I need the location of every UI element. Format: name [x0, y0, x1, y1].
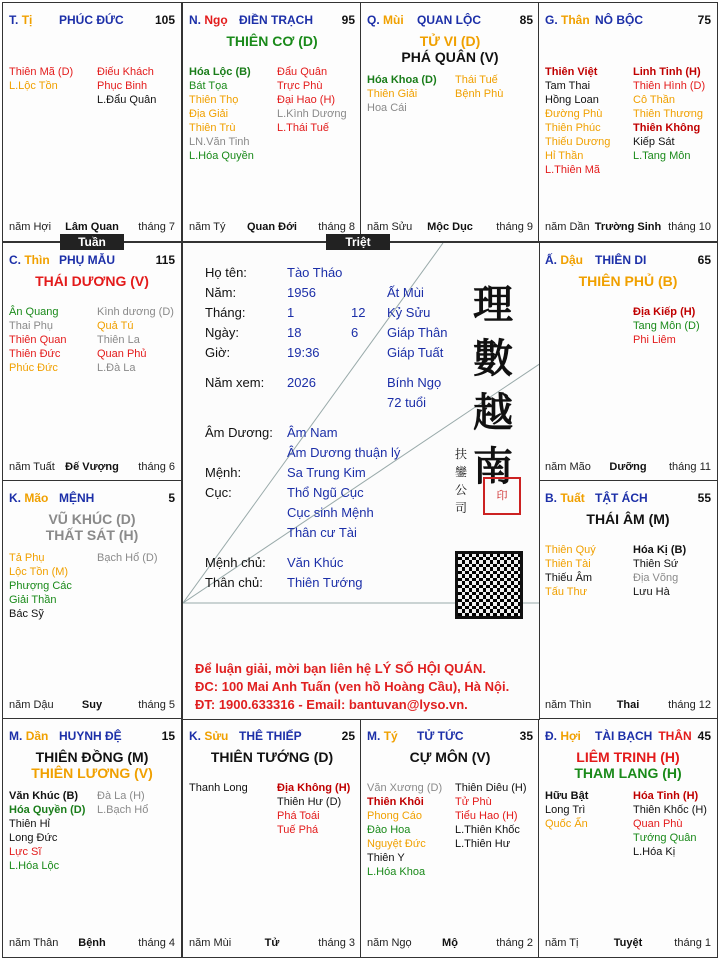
- minor-star: Cô Thần: [633, 94, 675, 106]
- triet-tag: Triệt: [326, 234, 390, 250]
- palace-header: [545, 253, 711, 269]
- palace-header: [545, 729, 711, 745]
- palace-branch: Đ. Hợi: [545, 729, 581, 743]
- palace-name: HUYNH ĐỆ: [59, 729, 122, 743]
- am-duong-label: Âm Dương:: [205, 425, 273, 440]
- palace-tat-ach: [538, 480, 718, 720]
- minor-star: Trực Phù: [277, 80, 323, 92]
- palace-name: PHỤ MẪU: [59, 253, 115, 267]
- minor-star: Ân Quang: [9, 306, 59, 318]
- info-can-chi: Giáp Thân: [387, 325, 448, 340]
- minor-star: Thiên Trù: [189, 122, 236, 134]
- palace-branch: K. Sửu: [189, 729, 229, 743]
- minor-star: Bạch Hổ (D): [97, 552, 158, 564]
- minor-star: Long Trì: [545, 804, 586, 816]
- cuc-label: Cục:: [205, 485, 232, 500]
- info-label: Giờ:: [205, 345, 231, 360]
- menh-chu-value: Văn Khúc: [287, 555, 344, 570]
- palace-month: tháng 7: [138, 221, 175, 233]
- minor-stars-left: [9, 551, 72, 621]
- menh-label: Mệnh:: [205, 465, 242, 480]
- palace-huynh-de: [2, 718, 182, 958]
- minor-stars-right: [97, 789, 148, 817]
- palace-month: tháng 3: [318, 937, 355, 949]
- minor-star: Thiên Tài: [545, 558, 591, 570]
- am-duong-note: Âm Dương thuận lý: [287, 445, 401, 460]
- minor-star: Hồng Loan: [545, 94, 599, 106]
- minor-star: Thiếu Âm: [545, 572, 593, 584]
- minor-star: Thiên Hư (D): [277, 796, 342, 808]
- minor-star: Linh Tinh (H): [633, 66, 701, 78]
- palace-year: năm Thìn: [545, 699, 592, 711]
- palace-branch: M. Dần: [9, 729, 49, 743]
- minor-star: Phong Cáo: [367, 810, 423, 822]
- palace-footer: [545, 461, 711, 475]
- major-star: LIÊM TRINH (H): [576, 749, 680, 765]
- palace-menh: [2, 480, 182, 720]
- minor-star: Văn Khúc (B): [9, 790, 79, 802]
- minor-star: L.Thiên Mã: [545, 164, 601, 176]
- minor-star: Kình dương (D): [97, 306, 174, 318]
- info-lunar-value: 12: [351, 305, 366, 320]
- palace-year: năm Tý: [189, 221, 226, 233]
- minor-star: Hoa Cái: [367, 102, 407, 114]
- calligraphy-char-3: 越: [473, 389, 513, 436]
- minor-star: Hữu Bật: [545, 790, 589, 802]
- minor-star: Bác Sỹ: [9, 608, 44, 620]
- palace-the-thiep: [182, 718, 362, 958]
- minor-star: Thiên Hình (D): [633, 80, 706, 92]
- palace-footer: [9, 937, 175, 951]
- palace-month: tháng 8: [318, 221, 355, 233]
- than-chu-label: Thân chủ:: [205, 575, 263, 590]
- minor-stars-right: [633, 305, 700, 347]
- minor-star: Tiểu Hao (H): [455, 810, 518, 822]
- minor-star: Phi Liêm: [633, 334, 676, 346]
- minor-star: Thiên Khôi: [367, 796, 424, 808]
- minor-star: Địa Kiếp (H): [633, 306, 696, 318]
- palace-phase: Trường Sinh: [594, 221, 662, 233]
- palace-phase: Dưỡng: [609, 461, 647, 473]
- minor-star: L.Đà La: [97, 362, 136, 374]
- palace-month: tháng 9: [496, 221, 533, 233]
- minor-star: LN.Văn Tinh: [189, 136, 250, 148]
- palace-phase: Lâm Quan: [65, 221, 119, 233]
- minor-star: Thái Tuế: [455, 74, 498, 86]
- minor-star: Hóa Tinh (H): [633, 790, 699, 802]
- major-star: CỰ MÔN (V): [409, 749, 491, 765]
- palace-thien-di: [538, 242, 718, 482]
- minor-star: L.Đẩu Quân: [97, 94, 157, 106]
- minor-star: Thiên Sứ: [633, 558, 679, 570]
- center-panel: [182, 242, 540, 720]
- palace-no-boc: [538, 2, 718, 242]
- minor-star: Hóa Lộc (B): [189, 66, 251, 78]
- palace-month: tháng 4: [138, 937, 175, 949]
- info-label: Năm:: [205, 285, 237, 300]
- palace-header: [9, 13, 175, 29]
- palace-number: 45: [697, 729, 711, 743]
- minor-star: Phượng Các: [9, 580, 72, 592]
- palace-footer: [545, 221, 711, 235]
- minor-stars-left: [545, 789, 588, 831]
- palace-number: 15: [161, 729, 175, 743]
- palace-branch: Q. Mùi: [367, 13, 404, 27]
- palace-year: năm Mùi: [189, 937, 232, 949]
- palace-number: 35: [519, 729, 533, 743]
- palace-branch: T. Tị: [9, 13, 33, 27]
- palace-footer: [545, 937, 711, 951]
- info-label: Tháng:: [205, 305, 246, 320]
- minor-star: Nguyệt Đức: [367, 838, 426, 850]
- minor-star: L.Hóa Quyền: [189, 150, 254, 162]
- minor-star: Thiên Việt: [545, 66, 598, 78]
- minor-stars-right: [455, 73, 503, 101]
- minor-star: L.Kình Dương: [277, 108, 347, 120]
- info-value: 19:36: [287, 345, 320, 360]
- minor-star: Tam Thai: [545, 80, 591, 92]
- palace-month: tháng 1: [674, 937, 711, 949]
- major-star: THÁI DƯƠNG (V): [35, 273, 149, 289]
- minor-star: Hóa Quyền (D): [9, 804, 86, 816]
- minor-star: Thiên Diêu (H): [455, 782, 527, 794]
- palace-year: năm Ngọ: [367, 937, 412, 949]
- minor-star: L.Hóa Khoa: [367, 866, 426, 878]
- palace-phase: Thai: [616, 699, 640, 711]
- palace-tai-bach: [538, 718, 718, 958]
- minor-star: Tử Phù: [455, 796, 492, 808]
- minor-star: Đường Phù: [545, 108, 603, 120]
- palace-phase: Đế Vượng: [65, 461, 119, 473]
- minor-star: Tả Phụ: [9, 552, 45, 564]
- minor-star: Giải Thần: [9, 594, 57, 606]
- minor-star: L.Hóa Lộc: [9, 860, 60, 872]
- minor-stars-left: [189, 781, 248, 795]
- minor-star: Địa Giải: [189, 108, 229, 120]
- palace-branch: G. Thân: [545, 13, 590, 27]
- minor-stars-left: [545, 543, 596, 599]
- info-lunar-value: 6: [351, 325, 359, 340]
- minor-stars-right: [633, 543, 686, 599]
- palace-number: 75: [697, 13, 711, 27]
- minor-star: Đại Hao (H): [277, 94, 336, 106]
- major-star: THÁI ÂM (M): [586, 511, 670, 527]
- palace-phase: Tử: [264, 937, 280, 949]
- minor-stars-right: [97, 65, 156, 107]
- contact-line-1: Để luận giải, mời bạn liên hệ LÝ SỐ HỘI QUÁN.: [195, 661, 486, 676]
- palace-phase: Quan Đới: [247, 221, 297, 233]
- major-star: THIÊN PHỦ (B): [578, 273, 678, 289]
- palace-footer: [189, 937, 355, 951]
- minor-star: Thai Phụ: [9, 320, 54, 332]
- minor-star: Thiên Đức: [9, 348, 61, 360]
- contact-line-2: ĐC: 100 Mai Anh Tuấn (ven hồ Hoàng Cầu), Hà Nội.: [195, 679, 510, 694]
- minor-star: Văn Xương (D): [367, 782, 443, 794]
- palace-number: 95: [341, 13, 355, 27]
- info-can-chi: Ất Mùi: [387, 285, 424, 300]
- palace-name: ĐIỀN TRẠCH: [239, 13, 313, 27]
- minor-star: Phúc Đức: [9, 362, 58, 374]
- palace-year: năm Dậu: [9, 699, 54, 711]
- major-star: TỬ VI (D): [419, 33, 481, 49]
- palace-quan-loc: [360, 2, 540, 242]
- palace-branch: B. Tuất: [545, 491, 585, 505]
- palace-number: 105: [154, 13, 175, 27]
- minor-star: Địa Không (H): [277, 782, 351, 794]
- info-value: 1: [287, 305, 295, 320]
- palace-number: 55: [697, 491, 711, 505]
- major-star: VŨ KHÚC (D): [48, 511, 136, 527]
- palace-branch: C. Thìn: [9, 253, 50, 267]
- palace-name: THIÊN DI: [595, 253, 647, 267]
- minor-star: Thiếu Dương: [545, 136, 611, 148]
- palace-year: năm Tuất: [9, 461, 55, 473]
- calligraphy-char-2: 數: [473, 335, 513, 382]
- minor-star: Quan Phủ: [97, 348, 147, 360]
- minor-star: Lộc Tồn (M): [9, 566, 69, 578]
- palace-name: TỬ TỨC: [417, 729, 464, 743]
- minor-star: L.Thái Tuế: [277, 122, 329, 134]
- minor-stars-right: [277, 65, 347, 135]
- palace-month: tháng 11: [668, 461, 711, 473]
- palace-header: [189, 729, 355, 745]
- info-can-chi: Giáp Tuất: [387, 345, 444, 360]
- than-marker: THÂN: [658, 729, 692, 743]
- palace-name: MỆNH: [59, 491, 95, 505]
- am-duong-value: Âm Nam: [287, 425, 338, 440]
- minor-star: Quan Phù: [633, 818, 683, 830]
- calligraphy-char-4: 南: [473, 443, 513, 490]
- minor-star: Hóa Khoa (D): [367, 74, 437, 86]
- palace-number: 85: [519, 13, 533, 27]
- palace-branch: M. Tý: [367, 729, 398, 743]
- minor-star: Điếu Khách: [97, 66, 154, 78]
- minor-star: Tấu Thư: [545, 586, 588, 598]
- palace-name: TẬT ÁCH: [595, 491, 648, 505]
- minor-star: Tướng Quân: [633, 832, 697, 844]
- palace-month: tháng 10: [668, 221, 711, 233]
- minor-star: Đào Hoa: [367, 824, 411, 836]
- palace-branch: Ấ. Dậu: [545, 253, 584, 267]
- palace-phuc-duc: [2, 2, 182, 242]
- minor-star: Thiên Mã (D): [9, 66, 74, 78]
- minor-star: Đà La (H): [97, 790, 145, 802]
- small-seal-text: 扶鑾公司: [455, 447, 468, 515]
- palace-header: [189, 13, 355, 29]
- palace-phase: Tuyệt: [613, 937, 643, 949]
- minor-stars-left: [189, 65, 254, 163]
- minor-star: Thiên Giải: [367, 88, 418, 100]
- minor-star: Thiên La: [97, 334, 140, 346]
- palace-year: năm Sửu: [367, 221, 413, 233]
- minor-stars-left: [367, 781, 442, 879]
- red-seal-stamp: 印: [483, 477, 521, 515]
- major-star: THIÊN CƠ (D): [226, 33, 318, 49]
- minor-star: Hỉ Thần: [545, 150, 584, 162]
- minor-stars-left: [367, 73, 437, 115]
- palace-name: THÊ THIẾP: [239, 729, 302, 743]
- info-value: 18: [287, 325, 302, 340]
- minor-star: L.Lộc Tồn: [9, 80, 58, 92]
- palace-phase: Mộc Dục: [427, 221, 473, 233]
- info-can-chi: Kỷ Sửu: [387, 305, 431, 320]
- palace-branch: K. Mão: [9, 491, 49, 505]
- info-value: 1956: [287, 285, 316, 300]
- minor-star: Thiên Y: [367, 852, 405, 864]
- palace-month: tháng 2: [496, 937, 533, 949]
- palace-phase: Mộ: [442, 937, 458, 949]
- palace-month: tháng 5: [138, 699, 175, 711]
- palace-header: [9, 253, 175, 269]
- palace-year: năm Mão: [545, 461, 591, 473]
- palace-footer: [367, 937, 533, 951]
- palace-footer: [9, 221, 175, 235]
- minor-star: L.Thiên Khốc: [455, 824, 520, 836]
- palace-phase: Suy: [81, 699, 103, 711]
- cuc-relation: Cục sinh Mệnh: [287, 505, 374, 520]
- palace-header: [9, 491, 175, 507]
- minor-star: Phục Binh: [97, 80, 148, 92]
- minor-stars-left: [9, 789, 85, 873]
- minor-star: Thiên Quan: [9, 334, 67, 346]
- major-star: PHÁ QUÂN (V): [401, 49, 499, 65]
- palace-phu-mau: [2, 242, 182, 482]
- palace-header: [367, 13, 533, 29]
- minor-star: Thiên Thọ: [189, 94, 239, 106]
- palace-footer: [367, 221, 533, 235]
- info-label: Ngày:: [205, 325, 239, 340]
- info-label: Họ tên:: [205, 265, 247, 280]
- palace-name: TÀI BẠCH THÂN: [595, 729, 692, 743]
- palace-month: tháng 12: [668, 699, 711, 711]
- minor-star: Kiếp Sát: [633, 136, 675, 148]
- palace-number: 5: [168, 491, 175, 505]
- minor-stars-right: [277, 781, 350, 837]
- palace-branch: N. Ngọ: [189, 13, 228, 27]
- minor-star: Quả Tú: [97, 320, 134, 332]
- minor-star: Thiên Không: [633, 122, 701, 134]
- minor-star: Bệnh Phù: [455, 88, 504, 100]
- minor-stars-left: [9, 65, 73, 93]
- age: 72 tuổi: [387, 395, 427, 410]
- minor-star: L.Bạch Hổ: [97, 804, 149, 816]
- minor-stars-right: [633, 65, 705, 163]
- minor-star: L.Tang Môn: [633, 150, 691, 162]
- palace-tu-tuc: [360, 718, 540, 958]
- minor-star: Bát Tọa: [189, 80, 228, 92]
- minor-star: Lưu Hà: [633, 586, 670, 598]
- major-star: THIÊN TƯỚNG (D): [210, 749, 334, 765]
- palace-name: PHÚC ĐỨC: [59, 13, 124, 27]
- nam-xem-can-chi: Bính Ngọ: [387, 375, 442, 390]
- nam-xem-value: 2026: [287, 375, 316, 390]
- minor-star: L.Hóa Kị: [633, 846, 676, 858]
- minor-star: Thiên Thương: [633, 108, 704, 120]
- horoscope-chart: [2, 2, 718, 958]
- than-chu-value: Thiên Tướng: [287, 575, 363, 590]
- tuan-tag: Tuần: [60, 234, 124, 250]
- calligraphy-char-1: 理: [473, 281, 513, 328]
- major-star: THIÊN ĐỒNG (M): [35, 749, 149, 765]
- cuc-value: Thổ Ngũ Cục: [287, 485, 364, 500]
- palace-header: [545, 491, 711, 507]
- major-star: THAM LANG (H): [574, 765, 682, 781]
- minor-star: Địa Võng: [633, 572, 679, 584]
- minor-stars-right: [97, 551, 158, 565]
- palace-footer: [545, 699, 711, 713]
- minor-stars-left: [545, 65, 610, 177]
- minor-stars-right: [633, 789, 707, 859]
- minor-stars-right: [97, 305, 174, 375]
- minor-stars-right: [455, 781, 527, 851]
- palace-header: [545, 13, 711, 29]
- palace-number: 115: [155, 253, 175, 267]
- palace-year: năm Thân: [9, 937, 59, 949]
- palace-phase: Bệnh: [78, 937, 106, 949]
- minor-star: Thanh Long: [189, 782, 248, 794]
- palace-footer: [9, 461, 175, 475]
- palace-year: năm Tị: [545, 937, 579, 949]
- minor-star: Tuế Phá: [277, 824, 319, 836]
- than-cu: Thân cư Tài: [287, 525, 357, 540]
- palace-year: năm Hợi: [9, 221, 52, 233]
- major-star: THIÊN LƯƠNG (V): [31, 765, 153, 781]
- minor-star: Hóa Kị (B): [633, 544, 687, 556]
- minor-star: Thiên Quý: [545, 544, 596, 556]
- minor-star: Thiên Phúc: [545, 122, 601, 134]
- palace-header: [9, 729, 175, 745]
- palace-name: QUAN LỘC: [417, 13, 481, 27]
- minor-star: Đẩu Quân: [277, 66, 328, 78]
- major-star: THẤT SÁT (H): [45, 527, 139, 543]
- menh-value: Sa Trung Kim: [287, 465, 366, 480]
- palace-number: 25: [341, 729, 355, 743]
- contact-line-3: ĐT: 1900.633316 - Email: bantuvan@lyso.vn.: [195, 697, 468, 712]
- minor-star: Thiên Khốc (H): [633, 804, 707, 816]
- palace-footer: [9, 699, 175, 713]
- palace-dien-trach: [182, 2, 362, 242]
- palace-year: năm Dần: [545, 221, 590, 233]
- minor-star: Lực Sĩ: [9, 846, 42, 858]
- minor-star: Phá Toái: [277, 810, 320, 822]
- minor-stars-left: [9, 305, 66, 375]
- palace-name: NÔ BỘC: [595, 13, 643, 27]
- menh-chu-label: Mệnh chủ:: [205, 555, 266, 570]
- minor-star: Tang Môn (D): [633, 320, 700, 332]
- palace-month: tháng 6: [138, 461, 175, 473]
- minor-star: Thiên Hỉ: [9, 818, 50, 830]
- info-value: Tào Tháo: [287, 265, 343, 280]
- qr-code[interactable]: [455, 551, 523, 619]
- minor-star: Long Đức: [9, 832, 58, 844]
- minor-star: Quốc Ấn: [545, 818, 588, 830]
- palace-footer: [189, 221, 355, 235]
- nam-xem-label: Năm xem:: [205, 375, 265, 390]
- minor-star: L.Thiên Hư: [455, 838, 511, 850]
- palace-number: 65: [697, 253, 711, 267]
- palace-header: [367, 729, 533, 745]
